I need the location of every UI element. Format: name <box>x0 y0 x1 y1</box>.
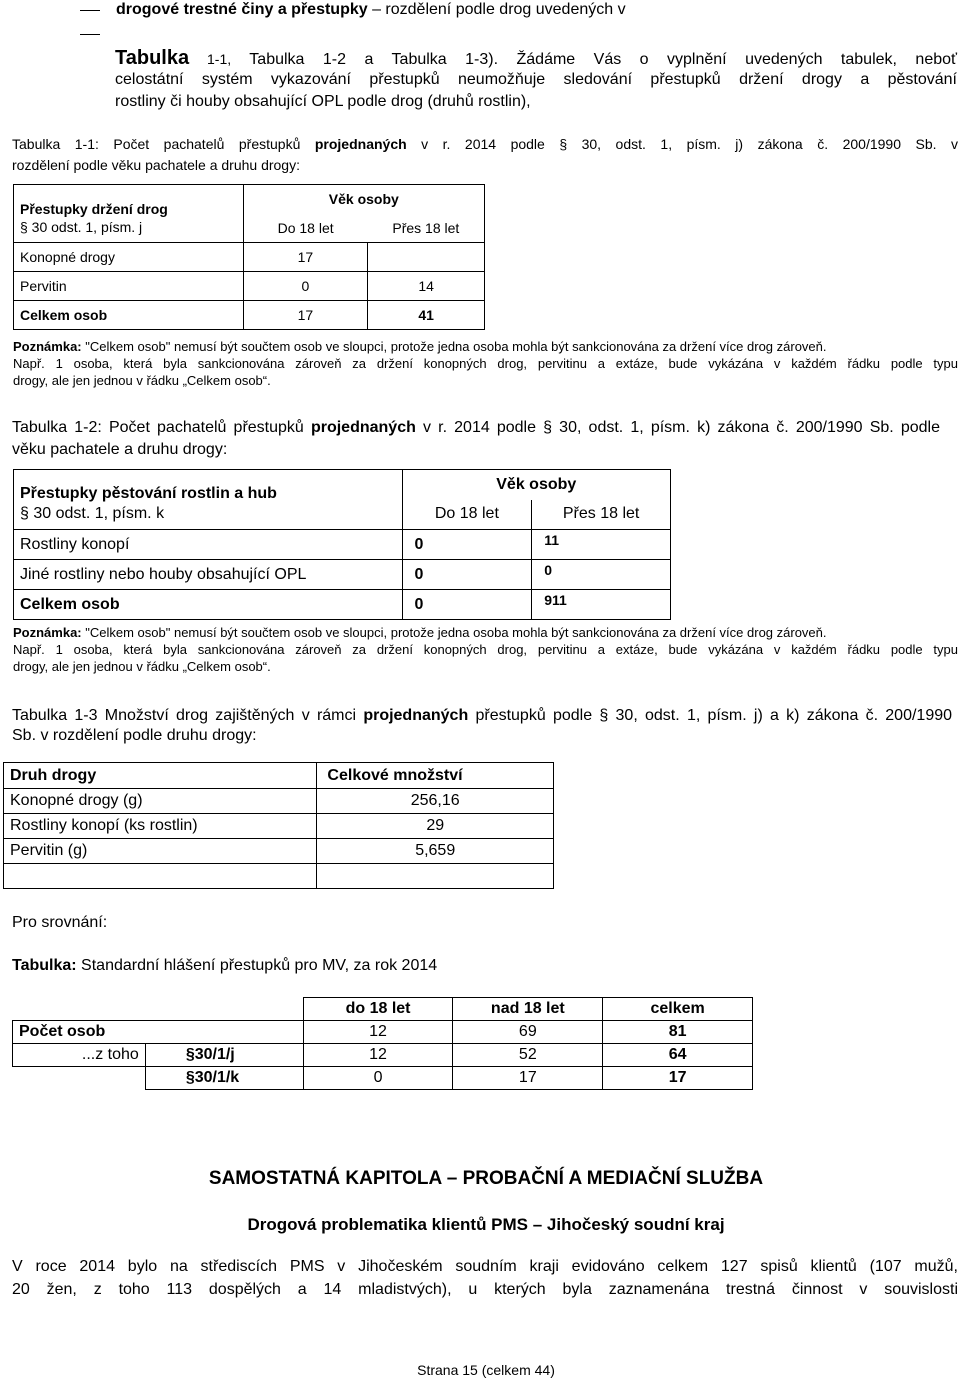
table-row <box>4 814 554 839</box>
cell-value: 256,16 <box>317 789 554 814</box>
row-label: Pervitin (g) <box>4 839 317 864</box>
cell-value <box>368 243 485 272</box>
note-text: Např. 1 osoba, která byla sankcionována zároveň za držení konopných drog, pervitinu a extáze, bude vykázána v každém řádku podle typu <box>13 642 958 657</box>
caption-text: Tabulka 1-2: Počet pachatelů přestupků <box>12 419 311 436</box>
total-value: 0 <box>402 590 532 620</box>
row-label: Pervitin <box>14 272 244 301</box>
cell-value: 5,659 <box>317 839 554 864</box>
cell-value: 17 <box>243 243 368 272</box>
chapter-subtitle: Drogová problematika klientů PMS – Jihočeský soudní kraj <box>247 1215 725 1234</box>
caption-text: Tabulka 1-3 Množství drog zajištěných v rámci <box>12 707 364 724</box>
comparison-table <box>12 997 753 1090</box>
bullet-bold-text: drogové trestné činy a přestupky <box>116 1 368 18</box>
chapter-paragraph-line: V roce 2014 bylo na střediscích PMS v Jihočeském soudním kraji evidováno celkem 127 spisů klientů (107 mužů, <box>12 1258 958 1275</box>
cell-value: 52 <box>453 1044 603 1067</box>
chapter-paragraph-line: 20 žen, z toho 113 dospělých a 14 mladistvých), u kterých byla zaznamenána trestná činnost v souvislosti <box>12 1281 958 1298</box>
table-row <box>13 1044 753 1067</box>
total-value: 41 <box>368 301 485 330</box>
table-row <box>13 1021 753 1044</box>
intro-table-ref-bold: Tabulka <box>115 47 190 69</box>
row-sublabel: §30/1/k <box>145 1067 303 1090</box>
bullet-item <box>116 0 936 20</box>
table-1-2-note <box>13 624 958 675</box>
total-value: 17 <box>243 301 368 330</box>
caption-text: Tabulka 1-1: Počet pachatelů přestupků <box>12 136 315 152</box>
cell-value: 0 <box>532 560 671 590</box>
note-text: Např. 1 osoba, která byla sankcionována zároveň za držení konopných drog, pervitinu a extáze, bude vykázána v každém řádku podle typu <box>13 356 958 371</box>
empty-cell <box>13 1067 146 1090</box>
intro-paragraph <box>115 48 957 70</box>
empty-cell <box>13 998 146 1021</box>
table-row-empty <box>4 864 554 889</box>
column-header: Do 18 let <box>402 500 532 530</box>
header-title: Přestupky pěstování rostlin a hub <box>20 484 277 502</box>
empty-cell <box>4 864 317 889</box>
column-header: celkem <box>603 998 753 1021</box>
row-label: Počet osob <box>13 1021 304 1044</box>
table-1-1-note <box>13 338 958 389</box>
row-label: Konopné drogy (g) <box>4 789 317 814</box>
caption-bold: projednaných <box>310 419 416 436</box>
caption-text: v r. 2014 podle § 30, odst. 1, písm. j) zákona č. 200/1990 Sb. v <box>406 136 958 152</box>
table-1-2-caption <box>12 418 940 438</box>
table-1-3 <box>3 762 554 889</box>
caption-text: přestupků podle § 30, odst. 1, písm. j) a k) zákona č. 200/1990 <box>468 707 953 724</box>
column-header: Druh drogy <box>4 763 317 789</box>
table-header-cell <box>14 185 244 243</box>
empty-cell <box>145 998 303 1021</box>
cell-value: 0 <box>243 272 368 301</box>
chapter-title: SAMOSTATNÁ KAPITOLA – PROBAČNÍ A MEDIAČNÍ SLUŽBA <box>208 1168 764 1189</box>
age-group-header: Věk osoby <box>243 185 484 214</box>
cell-value: 29 <box>317 814 554 839</box>
cell-value: 12 <box>303 1044 453 1067</box>
table-total-row <box>14 590 671 620</box>
table-row <box>4 789 554 814</box>
cell-value: 64 <box>603 1044 753 1067</box>
header-title: Přestupky držení drog <box>20 200 168 217</box>
column-header: Do 18 let <box>243 214 368 243</box>
bullet-dash <box>80 34 100 35</box>
table-1-2-caption-line2: věku pachatele a druhu drogy: <box>12 441 228 458</box>
intro-line-2: celostátní systém vykazování přestupků neumožňuje sledování přestupků držení drogy a pěstování <box>115 71 957 88</box>
total-label: Celkem osob <box>14 590 403 620</box>
header-subtitle: § 30 odst. 1, písm. j <box>20 218 143 235</box>
table-1-1 <box>13 184 485 330</box>
comparison-label: Pro srovnání: <box>12 914 108 931</box>
note-text: drogy, ale jen jednou v řádku „Celkem osob“. <box>13 659 271 674</box>
table-1-3-caption <box>12 706 952 726</box>
caption-bold: projednaných <box>314 136 407 152</box>
table-row <box>14 272 485 301</box>
row-sublabel: §30/1/j <box>145 1044 303 1067</box>
total-label: Celkem osob <box>14 301 244 330</box>
table-row <box>14 243 485 272</box>
row-label: ...z toho <box>13 1044 146 1067</box>
empty-cell <box>317 864 554 889</box>
note-text: "Celkem osob" nemusí být součtem osob ve sloupci, protože jedna osoba mohla být sankcionována za držení více drog zároveň. <box>81 625 827 640</box>
row-label: Rostliny konopí (ks rostlin) <box>4 814 317 839</box>
row-label: Rostliny konopí <box>14 530 403 560</box>
cell-value: 17 <box>453 1067 603 1090</box>
comparison-title <box>12 956 437 976</box>
intro-table-ref-small: 1-1, <box>189 51 232 67</box>
table-header-cell <box>14 470 403 530</box>
note-text: drogy, ale jen jednou v řádku „Celkem osob“. <box>13 373 271 388</box>
table-1-2 <box>13 469 671 620</box>
table-row <box>4 839 554 864</box>
bullet-dash <box>80 10 100 11</box>
comparison-title-text: Standardní hlášení přestupků pro MV, za rok 2014 <box>76 957 438 974</box>
intro-line-3: rostliny či houby obsahující OPL podle drog (druhů rostlin), <box>115 93 531 110</box>
cell-value: 14 <box>368 272 485 301</box>
note-text: "Celkem osob" nemusí být součtem osob ve sloupci, protože jedna osoba mohla být sankcionována za držení více drog zároveň. <box>81 339 827 354</box>
row-label: Jiné rostliny nebo houby obsahující OPL <box>14 560 403 590</box>
column-header: Celkové množství <box>317 763 554 789</box>
note-label: Poznámka: <box>13 339 82 354</box>
table-1-3-caption-line2: Sb. v rozdělení podle druhu drogy: <box>12 727 257 744</box>
total-value: 911 <box>532 590 671 620</box>
table-total-row <box>14 301 485 330</box>
table-1-1-caption-line2: rozdělení podle věku pachatele a druhu drogy: <box>12 157 300 173</box>
age-group-header: Věk osoby <box>402 470 670 500</box>
page-footer: Strana 15 (celkem 44) <box>417 1362 555 1378</box>
row-label: Konopné drogy <box>14 243 244 272</box>
column-header: nad 18 let <box>453 998 603 1021</box>
cell-value: 81 <box>603 1021 753 1044</box>
cell-value: 17 <box>603 1067 753 1090</box>
comparison-title-bold: Tabulka: <box>12 957 77 974</box>
table-1-1-caption <box>12 135 958 153</box>
note-label: Poznámka: <box>13 625 82 640</box>
intro-line-1: Tabulka 1-2 a Tabulka 1-3). Žádáme Vás o vyplnění uvedených tabulek, neboť <box>249 51 958 68</box>
table-row <box>14 560 671 590</box>
cell-value: 0 <box>402 530 532 560</box>
cell-value: 0 <box>303 1067 453 1090</box>
cell-value: 69 <box>453 1021 603 1044</box>
column-header: Přes 18 let <box>532 500 671 530</box>
caption-bold: projednaných <box>363 707 469 724</box>
table-row <box>13 1067 753 1090</box>
table-row <box>14 530 671 560</box>
cell-value: 0 <box>402 560 532 590</box>
caption-text: v r. 2014 podle § 30, odst. 1, písm. k) zákona č. 200/1990 Sb. podle <box>415 419 941 436</box>
cell-value: 12 <box>303 1021 453 1044</box>
header-subtitle: § 30 odst. 1, písm. k <box>20 504 165 522</box>
column-header: Přes 18 let <box>368 214 485 243</box>
column-header: do 18 let <box>303 998 453 1021</box>
cell-value: 11 <box>532 530 671 560</box>
bullet-text: – rozdělení podle drog uvedených v <box>367 1 626 18</box>
